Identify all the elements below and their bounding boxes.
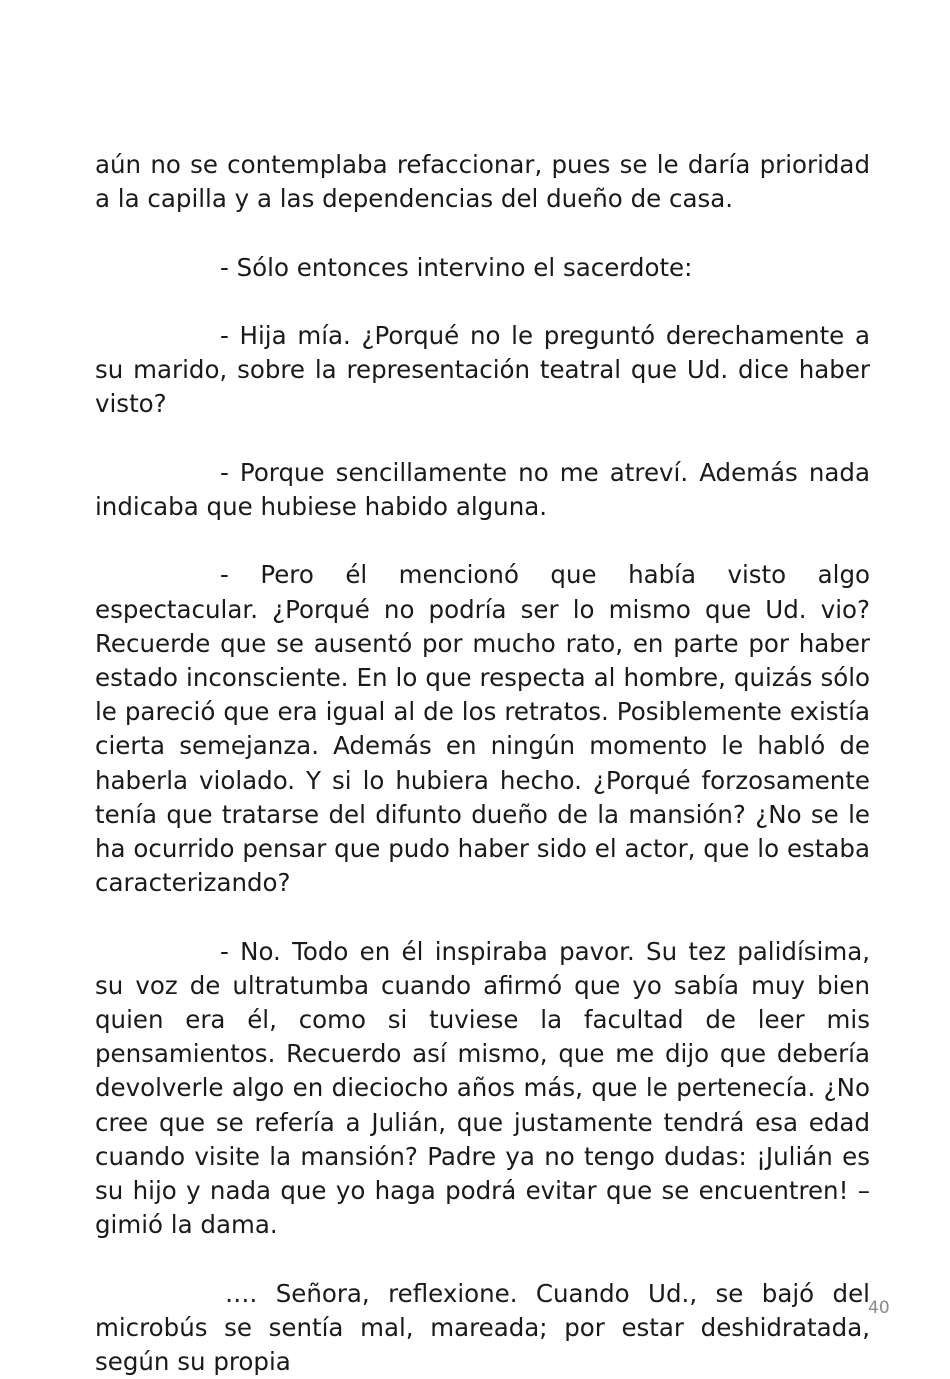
paragraph-2: - Sólo entonces intervino el sacerdote: [220,252,693,282]
page-number: 40 [868,1298,890,1318]
page-body [95,148,870,1379]
paragraph-4: - Porque sencillamente no me atreví. Además nada indicaba que hubiese habido alguna. [95,457,870,521]
paragraph-6: - No. Todo en él inspiraba pavor. Su tez palidísima, su voz de ultratumba cuando afirmó que yo sabía muy bien quien era él, como si tuviese la facultad de leer mis pensamientos. Recuerdo así mismo, que me dijo que debería devolverle algo en dieciocho años más, que le pertenecía. ¿No cree que se refería a Julián, que justamente tendrá esa edad cuando visite la mansión? Padre ya no tengo dudas: ¡Julián es su hijo y nada que yo haga podrá evitar que se encuentren! – gimió la dama. [95,936,870,1240]
paragraph-3: - Hija mía. ¿Porqué no le preguntó derechamente a su marido, sobre la representación teatral que Ud. dice haber visto? [95,320,870,419]
paragraph-7: …. Señora, reflexione. Cuando Ud., se bajó del microbús se sentía mal, mareada; por estar deshidratada, según su propia [95,1278,870,1377]
paragraph-1: aún no se contemplaba refaccionar, pues se le daría prioridad a la capilla y a las dependencias del dueño de casa. [95,150,870,214]
paragraph-5: - Pero él mencionó que había visto algo espectacular. ¿Porqué no podría ser lo mismo que Ud. vio? Recuerde que se ausentó por mucho rato, en parte por haber estado inconsciente. En lo que respecta al hombre, quizás sólo le pareció que era igual al de los retratos. Posiblemente existía cierta semejanza. Además en ningún momento le habló de haberla violado. Y si lo hubiera hecho. ¿Porqué forzosamente tenía que tratarse del difunto dueño de la mansión? ¿No se le ha ocurrido pensar que pudo haber sido el actor, que lo estaba caracterizando? [95,560,870,898]
